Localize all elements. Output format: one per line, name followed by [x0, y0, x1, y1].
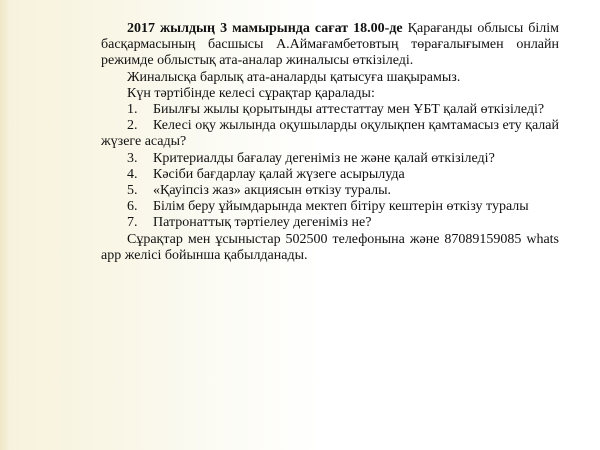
- intro-date-time: 2017 жылдың 3 мамырында сағат 18.00-де: [127, 21, 403, 36]
- agenda-item-5: [101, 183, 559, 199]
- intro-body: Қарағанды облысы білім басқармасының басшысы А.Аймағамбетовтың төрағалығымен онлайн режимде облыстық ата-аналар жиналысы өткізіледі.: [101, 21, 559, 69]
- agenda-item-text: Патронаттық тәртіелеу дегеніміз не?: [153, 215, 372, 231]
- agenda-item-text: Кәсіби бағдарлау қалай жүзеге асырылуда: [153, 166, 405, 182]
- agenda-item-text: Келесі оқу жылында оқушыларды оқулықпен қамтамасыз ету қалай жүзеге асады?: [101, 118, 559, 150]
- agenda-item-text: «Қауіпсіз жаз» акциясын өткізу туралы.: [153, 183, 392, 199]
- agenda-item-number: 4.: [127, 166, 138, 182]
- agenda-item-text: Білім беру ұйымдарында мектеп бітіру кештерін өткізу туралы: [153, 199, 529, 215]
- page-edge-shade: [0, 0, 10, 450]
- agenda-item-6: [101, 199, 559, 215]
- agenda-item-number: 7.: [127, 215, 138, 231]
- agenda-item-number: 3.: [127, 150, 138, 166]
- agenda-item-7: [101, 215, 559, 231]
- agenda-item-2: [101, 118, 559, 150]
- announcement-text: [101, 21, 559, 264]
- agenda-item-4: [101, 167, 559, 183]
- agenda-list: [101, 102, 559, 232]
- agenda-item-number: 6.: [127, 199, 138, 215]
- invite-paragraph: Жиналысқа барлық ата-аналарды қатысуға шақырамыз.: [127, 69, 461, 85]
- agenda-item-text: Критериалды бағалау дегеніміз не және қалай өткізіледі?: [153, 150, 495, 166]
- intro-paragraph: [101, 21, 559, 70]
- agenda-item-number: 1.: [127, 102, 138, 118]
- agenda-intro: Күн тәртібінде келесі сұрақтар қаралады:: [127, 85, 375, 101]
- agenda-item-text: Биылғы жылы қорытынды аттестаттау мен ҰБТ қалай өткізіледі?: [153, 102, 545, 118]
- closing-paragraph: Сұрақтар мен ұсыныстар 502500 телефонына және 87089159085 whats app желісі бойынша қабылданады.: [101, 231, 559, 263]
- agenda-item-number: 2.: [127, 118, 138, 134]
- agenda-item-3: [101, 151, 559, 167]
- agenda-item-number: 5.: [127, 183, 138, 199]
- agenda-item-1: [101, 102, 559, 118]
